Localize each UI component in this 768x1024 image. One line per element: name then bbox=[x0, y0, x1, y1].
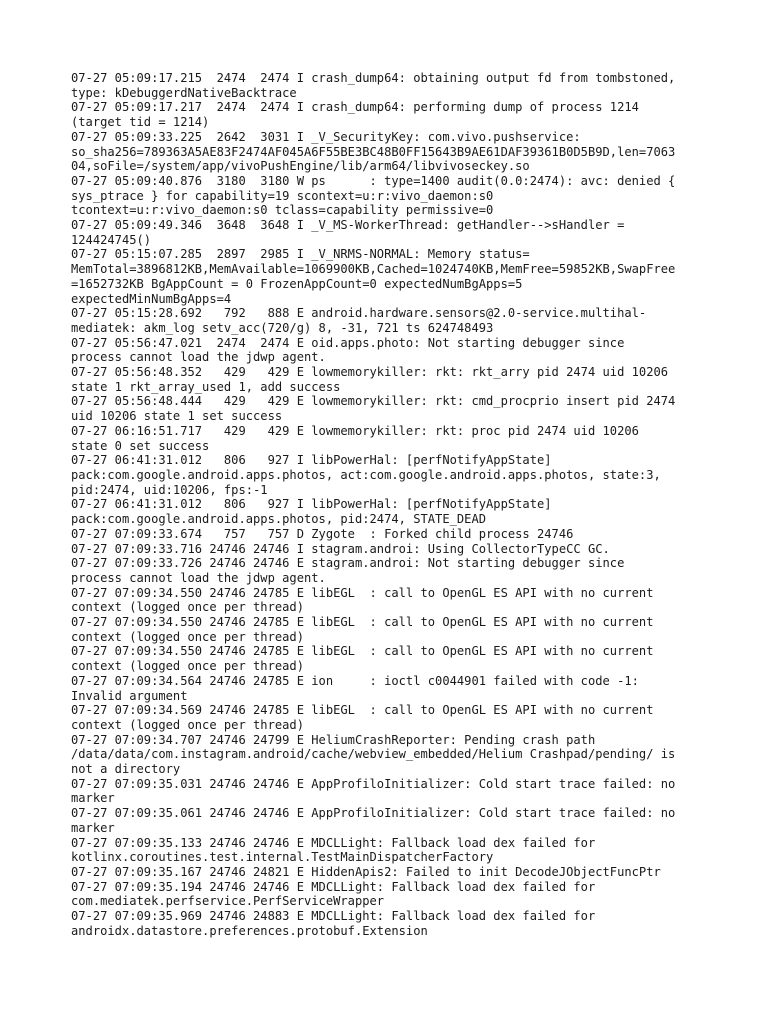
log-line: 07-27 07:09:35.969 24746 24883 E MDCLLight: Fallback load dex failed for bbox=[71, 909, 596, 924]
log-line: kotlinx.coroutines.test.internal.TestMainDispatcherFactory bbox=[71, 850, 494, 865]
log-line: uid 10206 state 1 set success bbox=[71, 409, 283, 424]
log-line: 07-27 07:09:33.726 24746 24746 E stagram.androi: Not starting debugger since bbox=[71, 556, 625, 571]
log-line: 07-27 06:41:31.012 806 927 I libPowerHal: [perfNotifyAppState] bbox=[71, 453, 552, 468]
log-line: 07-27 05:09:40.876 3180 3180 W ps : type=1400 audit(0.0:2474): avc: denied { bbox=[71, 173, 676, 188]
log-line: 124424745() bbox=[71, 232, 152, 247]
log-line: 07-27 05:56:48.352 429 429 E lowmemorykiller: rkt: rkt_arry pid 2474 uid 10206 bbox=[71, 365, 669, 380]
log-line: process cannot load the jdwp agent. bbox=[71, 570, 326, 585]
log-line: Invalid argument bbox=[71, 688, 188, 703]
log-line: 07-27 07:09:34.707 24746 24799 E HeliumCrashReporter: Pending crash path bbox=[71, 732, 596, 747]
log-line: MemTotal=3896812KB,MemAvailable=1069900KB,Cached=1024740KB,MemFree=59852KB,SwapFree bbox=[71, 262, 676, 277]
log-line: 04,soFile=/system/app/vivoPushEngine/lib/arm64/libvivoseckey.so bbox=[71, 159, 530, 174]
log-line: mediatek: akm_log setv_acc(720/g) 8, -31, 721 ts 624748493 bbox=[71, 320, 494, 335]
log-line: 07-27 06:41:31.012 806 927 I libPowerHal: [perfNotifyAppState] bbox=[71, 497, 552, 512]
log-line: expectedMinNumBgApps=4 bbox=[71, 291, 232, 306]
log-line: 07-27 06:16:51.717 429 429 E lowmemorykiller: rkt: proc pid 2474 uid 10206 bbox=[71, 423, 639, 438]
log-line: not a directory bbox=[71, 762, 181, 777]
log-line: process cannot load the jdwp agent. bbox=[71, 350, 326, 365]
log-line: 07-27 05:09:49.346 3648 3648 I _V_MS-WorkerThread: getHandler-->sHandler = bbox=[71, 218, 625, 233]
log-line: com.mediatek.perfservice.PerfServiceWrapper bbox=[71, 894, 385, 909]
log-line: 07-27 05:09:33.225 2642 3031 I _V_SecurityKey: com.vivo.pushservice: bbox=[71, 129, 581, 144]
log-line: 07-27 07:09:35.061 24746 24746 E AppProfiloInitializer: Cold start trace failed: no bbox=[71, 806, 676, 821]
log-line: 07-27 07:09:34.564 24746 24785 E ion : ioctl c0044901 failed with code -1: bbox=[71, 673, 639, 688]
log-line: 07-27 07:09:34.550 24746 24785 E libEGL : call to OpenGL ES API with no current bbox=[71, 615, 654, 630]
log-line: context (logged once per thread) bbox=[71, 629, 304, 644]
log-line: type: kDebuggerdNativeBacktrace bbox=[71, 85, 297, 100]
log-document bbox=[71, 71, 711, 938]
log-line: 07-27 05:56:47.021 2474 2474 E oid.apps.photo: Not starting debugger since bbox=[71, 335, 625, 350]
log-line: 07-27 05:09:17.215 2474 2474 I crash_dump64: obtaining output fd from tombstoned, bbox=[71, 71, 676, 85]
log-line: 07-27 07:09:33.716 24746 24746 I stagram.androi: Using CollectorTypeCC GC. bbox=[71, 541, 610, 556]
log-line: 07-27 05:09:17.217 2474 2474 I crash_dump64: performing dump of process 1214 bbox=[71, 100, 639, 115]
log-line: =1652732KB BgAppCount = 0 FrozenAppCount=0 expectedNumBgApps=5 bbox=[71, 276, 523, 291]
log-line: marker bbox=[71, 791, 115, 806]
log-line: 07-27 07:09:35.031 24746 24746 E AppProfiloInitializer: Cold start trace failed: no bbox=[71, 776, 676, 791]
log-line: 07-27 05:15:28.692 792 888 E android.hardware.sensors@2.0-service.multihal- bbox=[71, 306, 647, 321]
log-line: pid:2474, uid:10206, fps:-1 bbox=[71, 482, 268, 497]
log-line: 07-27 07:09:35.167 24746 24821 E HiddenApis2: Failed to init DecodeJObjectFuncPtr bbox=[71, 864, 661, 879]
log-line: 07-27 05:15:07.285 2897 2985 I _V_NRMS-NORMAL: Memory status= bbox=[71, 247, 530, 262]
log-line: sys_ptrace } for capability=19 scontext=u:r:vivo_daemon:s0 bbox=[71, 188, 494, 203]
log-line: context (logged once per thread) bbox=[71, 659, 304, 674]
log-line: (target tid = 1214) bbox=[71, 115, 210, 130]
log-line: tcontext=u:r:vivo_daemon:s0 tclass=capability permissive=0 bbox=[71, 203, 494, 218]
log-line: 07-27 07:09:33.674 757 757 D Zygote : Forked child process 24746 bbox=[71, 526, 574, 541]
log-line: androidx.datastore.preferences.protobuf.Extension bbox=[71, 923, 428, 938]
log-line: 07-27 07:09:35.133 24746 24746 E MDCLLight: Fallback load dex failed for bbox=[71, 835, 596, 850]
log-line: pack:com.google.android.apps.photos, pid:2474, STATE_DEAD bbox=[71, 512, 487, 527]
log-line: marker bbox=[71, 820, 115, 835]
log-line: 07-27 07:09:35.194 24746 24746 E MDCLLight: Fallback load dex failed for bbox=[71, 879, 596, 894]
log-line: context (logged once per thread) bbox=[71, 717, 304, 732]
log-line: 07-27 07:09:34.569 24746 24785 E libEGL : call to OpenGL ES API with no current bbox=[71, 703, 654, 718]
log-line: state 1 rkt_array_used 1, add success bbox=[71, 379, 341, 394]
log-line: context (logged once per thread) bbox=[71, 600, 304, 615]
log-line: /data/data/com.instagram.android/cache/webview_embedded/Helium Crashpad/pending/ is bbox=[71, 747, 676, 762]
log-line: 07-27 05:56:48.444 429 429 E lowmemorykiller: rkt: cmd_procprio insert pid 2474 bbox=[71, 394, 676, 409]
log-line: 07-27 07:09:34.550 24746 24785 E libEGL : call to OpenGL ES API with no current bbox=[71, 585, 654, 600]
log-line: 07-27 07:09:34.550 24746 24785 E libEGL : call to OpenGL ES API with no current bbox=[71, 644, 654, 659]
log-line: state 0 set success bbox=[71, 438, 210, 453]
log-line: so_sha256=789363A5AE83F2474AF045A6F55BE3BC48B0FF15643B9AE61DAF39361B0D5B9D,len=7063 bbox=[71, 144, 676, 159]
log-line: pack:com.google.android.apps.photos, act:com.google.android.apps.photos, state:3, bbox=[71, 467, 661, 482]
